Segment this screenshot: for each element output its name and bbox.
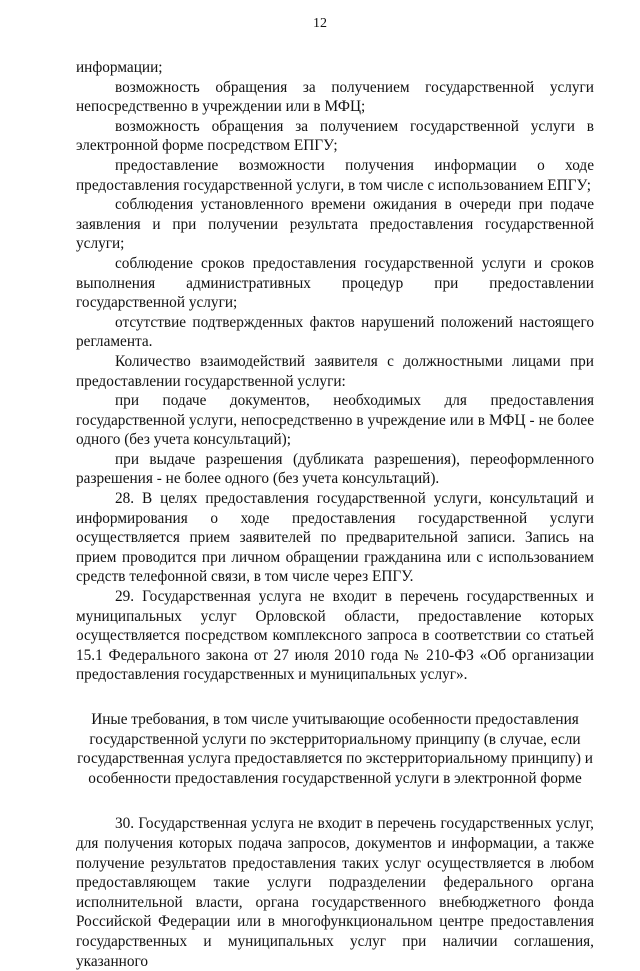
list-item-direct-application: возможность обращения за получением государственной услуги непосредственно в учреждении или в МФЦ; xyxy=(76,78,594,116)
list-item-document-submission: при подаче документов, необходимых для предоставления государственной услуги, непосредственно в учреждение или в МФЦ - не более одного (без учета консультаций); xyxy=(76,392,594,449)
section-heading: Иные требования, в том числе учитывающие особенности предоставления государственной услуги по экстерриториальному принципу (в случае, если государственная услуга предоставляется по экстерриториальному принципу) и особенности предоставления государственной услуги в электронной форме xyxy=(77,711,593,787)
list-item-waiting-time: соблюдения установленного времени ожидания в очереди при подаче заявления и при получении результата предоставления государственной услуги; xyxy=(76,196,594,253)
list-item-no-violations: отсутствие подтвержденных фактов нарушений положений настоящего регламента. xyxy=(76,313,594,351)
list-item-electronic-application: возможность обращения за получением государственной услуги в электронной форме посредством ЕПГУ; xyxy=(76,117,594,155)
paragraph-30: 30. Государственная услуга не входит в перечень государственных услуг, для получения которых подача запросов, документов и информации, а также получение результатов предоставления таких услуг осуществляется в любом предоставляющем такие услуги подразделении федерального органа исполнительной власти, органа государственного внебюджетного фонда Российской Федерации или в многофункциональном центре предоставления государственных и муниципальных услуг при наличии соглашения, указанного xyxy=(76,815,594,970)
paragraph-continuation: информации; xyxy=(76,59,163,76)
list-item-progress-info: предоставление возможности получения информации о ходе предоставления государственной услуги, в том числе с использованием ЕПГУ; xyxy=(76,156,594,194)
list-item-deadlines: соблюдение сроков предоставления государственной услуги и сроков выполнения административных процедур при предоставлении государственной услуги; xyxy=(76,254,594,312)
paragraph-interactions-count: Количество взаимодействий заявителя с должностными лицами при предоставлении государственной услуги: xyxy=(76,352,594,390)
document-body xyxy=(76,58,594,971)
paragraph-28: 28. В целях предоставления государственной услуги, консультаций и информирования о ходе предоставления государственной услуги осуществляется прием заявителей по предварительной записи. Запись на прием проводится при личном обращении гражданина или с использованием средств телефонной связи, в том числе через ЕПГУ. xyxy=(76,490,594,586)
list-item-permit-issuance: при выдаче разрешения (дубликата разрешения), переоформленного разрешения - не более одного (без учета консультаций). xyxy=(76,450,594,488)
page-number: 12 xyxy=(313,16,327,31)
paragraph-29: 29. Государственная услуга не входит в перечень государственных и муниципальных услуг Орловской области, предоставление которых осуществляется посредством комплексного запроса в соответствии со статьей 15.1 Федерального закона от 27 июля 2010 года № 210-ФЗ «Об организации предоставления государственных и муниципальных услуг». xyxy=(76,588,594,684)
